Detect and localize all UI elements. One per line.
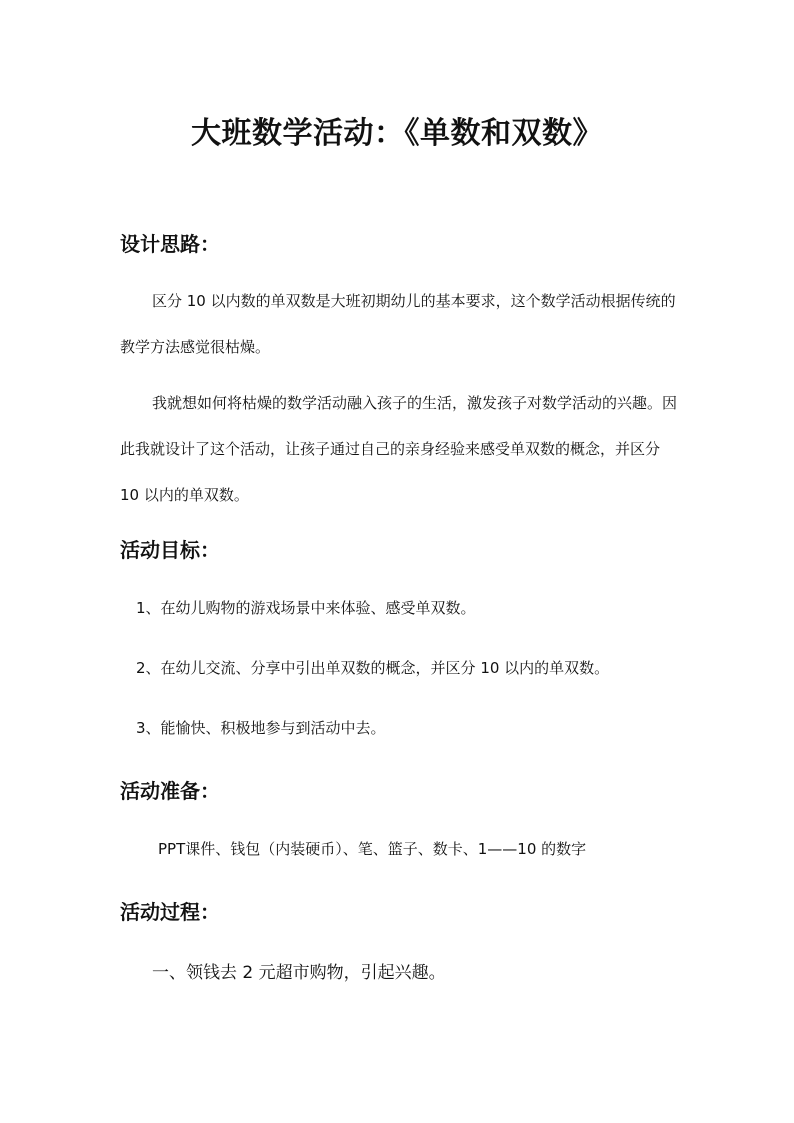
heading-preparation: 活动准备： (120, 779, 220, 803)
heading-process: 活动过程： (120, 900, 220, 924)
goal-item-3: 3、能愉快、积极地参与到活动中去。 (136, 719, 386, 737)
document-title: 大班数学活动：《单数和双数》 (191, 116, 603, 151)
heading-goals: 活动目标： (120, 538, 220, 562)
heading-design: 设计思路： (120, 232, 220, 256)
goal-item-2: 2、在幼儿交流、分享中引出单双数的概念，并区分 10 以内的单双数。 (136, 659, 610, 677)
design-paragraph-2: 我就想如何将枯燥的数学活动融入孩子的生活，激发孩子对数学活动的兴趣。因此我就设计了这个活动，让孩子通过自己的亲身经验来感受单双数的概念，并区分 10 以内的单双数。 (120, 394, 678, 504)
preparation-text: PPT课件、钱包（内装硬币）、笔、篮子、数卡、1——10 的数字 (158, 840, 587, 858)
goal-item-1: 1、在幼儿购物的游戏场景中来体验、感受单双数。 (136, 599, 476, 617)
process-step-1: 一、领钱去 2 元超市购物，引起兴趣。 (152, 963, 446, 983)
design-paragraph-1: 区分 10 以内数的单双数是大班初期幼儿的基本要求，这个数学活动根据传统的教学方法感觉很枯燥。 (120, 292, 676, 356)
